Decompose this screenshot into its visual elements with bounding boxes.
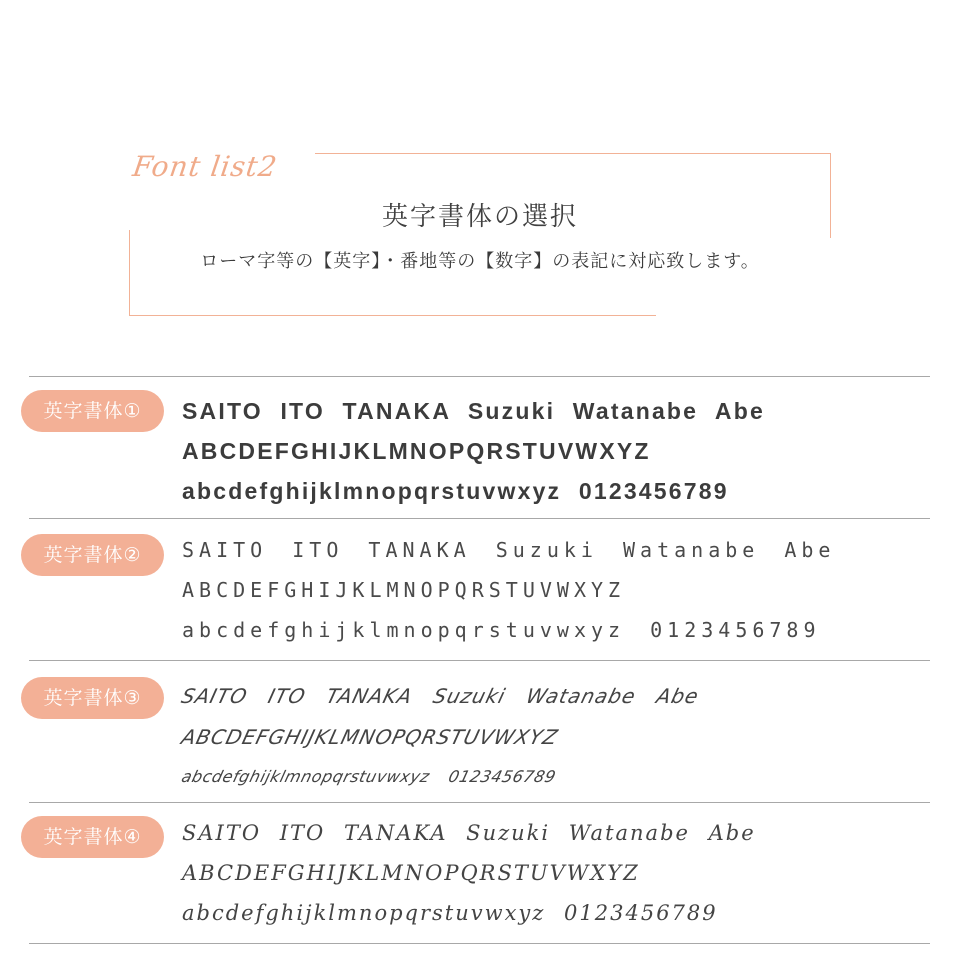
font-label-badge: 英字書体③ bbox=[21, 677, 164, 719]
frame-line-bottom bbox=[129, 315, 656, 316]
page-title: 英字書体の選択 bbox=[381, 202, 578, 232]
sample-line-names: SAITO ITO TANAKA Suzuki Watanabe Abe bbox=[182, 821, 756, 845]
divider bbox=[29, 376, 930, 377]
font-label-badge: 英字書体② bbox=[21, 534, 164, 576]
font-label-badge: 英字書体① bbox=[21, 390, 164, 432]
page-subtitle: ローマ字等の【英字】・番地等の【数字】の表記に対応致します。 bbox=[200, 251, 760, 272]
sample-line-lowercase-digits: abcdefghijklmnopqrstuvwxyz 0123456789 bbox=[182, 901, 718, 925]
sample-line-lowercase-digits: abcdefghijklmnopqrstuvwxyz 0123456789 bbox=[179, 767, 559, 786]
divider bbox=[29, 802, 930, 803]
frame-line-top bbox=[315, 153, 831, 154]
script-label: Font list2 bbox=[130, 150, 280, 183]
sample-line-names: SAITO ITO TANAKA Suzuki Watanabe Abe bbox=[179, 684, 702, 708]
sample-line-names: SAITO ITO TANAKA Suzuki Watanabe Abe bbox=[182, 538, 836, 562]
divider bbox=[29, 660, 930, 661]
sample-line-uppercase: ABCDEFGHIJKLMNOPQRSTUVWXYZ bbox=[179, 725, 561, 749]
font-label-badge: 英字書体④ bbox=[21, 816, 164, 858]
sample-line-uppercase: ABCDEFGHIJKLMNOPQRSTUVWXYZ bbox=[182, 438, 651, 464]
divider bbox=[29, 943, 930, 944]
sample-line-names: SAITO ITO TANAKA Suzuki Watanabe Abe bbox=[182, 398, 765, 424]
sample-line-uppercase: ABCDEFGHIJKLMNOPQRSTUVWXYZ bbox=[182, 578, 626, 602]
sample-line-uppercase: ABCDEFGHIJKLMNOPQRSTUVWXYZ bbox=[182, 861, 640, 885]
divider bbox=[29, 518, 930, 519]
sample-line-lowercase-digits: abcdefghijklmnopqrstuvwxyz 0123456789 bbox=[182, 478, 729, 504]
sample-line-lowercase-digits: abcdefghijklmnopqrstuvwxyz 0123456789 bbox=[182, 618, 821, 642]
frame-line-left bbox=[129, 230, 130, 316]
